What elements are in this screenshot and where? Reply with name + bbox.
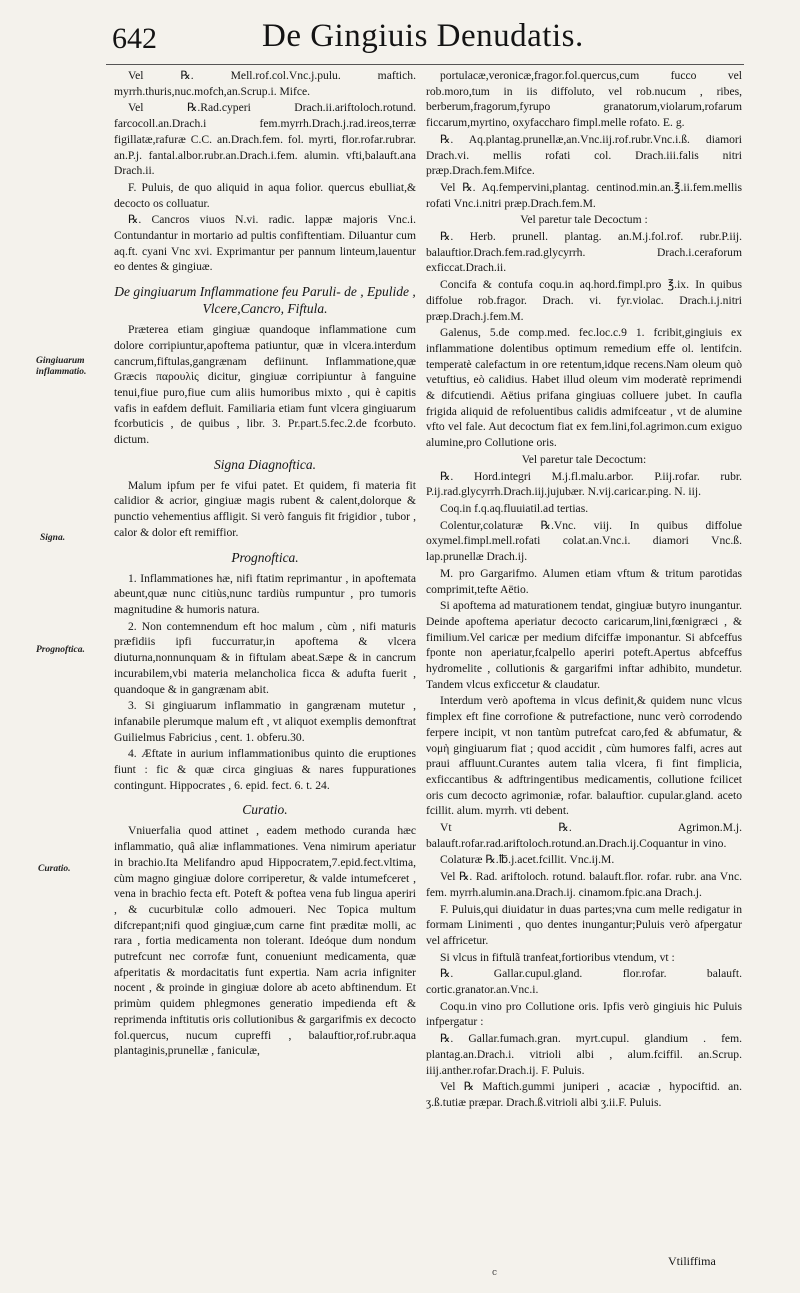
text-paragraph: Galenus, 5.de comp.med. fec.loc.c.9 1. fcribit,gingiuis ex inflammatione dolentibus optimum remedium effe ol. lentifcin. temperatè calefactum in ore retentum,idque recens.Nam oleum quò vetuftius, eò calidius. Habet illud oleum vim moderatè reprimendi & difcutiendi. Aëtius prifana gingiuas colluere jubet. In caufla frigida aliquid de refoluentibus calidis admifceatur , vt de alumine vfto vel fale. Aut decoctum fiat ex fem.lini,fol.agrimon.cum exiguo alumine,pro Collutione oris. (426, 326, 742, 450)
left-column (114, 68, 416, 1060)
curatio-text: Vniuerfalia quod attinet , eadem methodo curanda hæc inflammatio, quâ aliæ inflammationes. Vena nimirum aperiatur in brachio.Ita Melifandro apud Hippocratem,7.epid.fect.vltima, cùm magno gingiuæ dolore corriperetur, & valde intumefceret , vena in brachio fecta eft. Poteft & poftea vena fub lingua aperiri , & cucurbitulæ collo admoueri. Nec Topica multum difcrepant;nifi quod gingiuæ,cum carne fint præditæ molli, ac rara , fortia medicamenta non tolerant. Ideóque dum nondum putrefcunt nec corrofæ funt, conueniunt medicamenta, quæ afperitatis & mordacitatis funt expertia. Nam acria infigniter nocent , & proinde in gingiuæ dolore ab aceto abftinendum. Et primùm quidem phlegmones generatio impedienda eft & reprimenda inftitutis oris collutionibus & gargarifmis ex decocto fol.quercus, nucum cupreffi , balauftior,rof.rubr.aqua plantaginis,prunellæ , faniculæ, (114, 824, 416, 1058)
inflammatio-text: Præterea etiam gingiuæ quandoque inflammatione cum dolore corripiuntur,apoftema patiuntur, quæ in vlcera.interdum cancrum,fiftulas,gangrænam defiinunt. Inflammatione,quæ Græcis παρουλὶς dicitur, gingiuæ corripiuntur à fanguine tenui,fiue puro,fiue cum aliis humoribus mixto , qui è capitis vafis in eafdem defluit. Familiaria etiam funt vlcera gingiuarum fcorbuticis , de quibus , libr. 3. Pr.part.5.fec.2.de fcorbuto. dictum. (114, 323, 416, 447)
text-paragraph: Si apoftema ad maturationem tendat, gingiuæ butyro inungantur. Deinde apoftema aperiatur decocto caricarum,lini,fœnigræci , & fimilium.Vel caricæ per medium difciffæ imponantur. Si abfceffus fponte non aperiatur,fcalpello aperiri poteft.Apertus abfceffus hydromelite , collutionis & gargarifmi inftar adhibito, mundetur. Tandem vlcus exficcetur & claudatur. (426, 599, 742, 691)
signature-mark: c (492, 1268, 498, 1278)
catchword: Vtiliffima (668, 1254, 716, 1268)
recipe-paragraph: F. Puluis, de quo aliquid in aqua folior. quercus ebulliat,& decocto os colluatur. (114, 180, 416, 210)
recipe-paragraph: Vt ℞. Agrimon.M.j. balauft.rofar.rad.ariftoloch.rotund.an.Drach.ij.Coquantur in vino. (426, 821, 742, 850)
recipe-paragraph: Vel ℞.Rad.cyperi Drach.ii.ariftoloch.rotund. farcocoll.an.Drach.i fem.myrrh.Drach.j.rad.ireos,terræ figillatæ,rafuræ C.C. an.Drach.fem. fol. myrti, flor.rofar.rubrar. an.P.j. fantal.albor.rubr.an.Drach.i.fem. alumin. vfti,balauft.ana Drach.ii. (114, 101, 416, 178)
margin-note-inflammatio: Gingiuarum inflammatio. (36, 356, 87, 377)
recipe-paragraph: ℞. Cancros viuos N.vi. radic. lappæ majoris Vnc.i. Contundantur in mortario ad pultis confiftentiam. Diluantur cum aq.ft. cyani Vnc xvi. Exprimantur per pannum linteum,lauentur eo dentes & gingiuæ. (114, 213, 416, 274)
recipe-paragraph: Vel ℞ Maftich.gummi juniperi , acaciæ , hypociftid. an. ʒ.ß.tutiæ præpar. Drach.ß.vitrioli albi ʒ.ii.F. Puluis. (426, 1080, 742, 1109)
recipe-paragraph: ℞. Aq.plantag.prunellæ,an.Vnc.iij.rof.rubr.Vnc.i.ß. diamori Drach.vi. mellis rofati col. Drach.iii.falis nitri præp.Drach.fem.Mifce. (426, 132, 742, 178)
section-heading-inflammatio: De gingiuarum Inflammatione feu Paruli- de , Epulide , Vlcere,Cancro, Fiftula. (114, 284, 416, 317)
margin-note-signa: Signa. (40, 533, 66, 543)
right-column (426, 68, 742, 1112)
prognostica-item: 1. Inflammationes hæ, nifi ftatim reprimantur , in apoftemata abeunt,quæ nunc citiùs,nunc tardiùs rumpuntur , pro tumoris magnitudine & humoris natura. (114, 571, 416, 616)
section-heading-signa: Signa Diagnoftica. (214, 456, 316, 472)
decoctum-heading: Vel paretur tale Decoctum : (520, 213, 648, 227)
running-header (0, 18, 800, 62)
recipe-paragraph: ℞. Gallar.cupul.gland. flor.rofar. balauft. cortic.granator.an.Vnc.i. (426, 967, 742, 997)
recipe-paragraph: Vel ℞. Aq.fempervini,plantag. centinod.min.an.℥.ii.fem.mellis rofati Vnc.i.nitri præp.Drach.fem.M. (426, 180, 742, 210)
text-paragraph: Coqu.in vino pro Collutione oris. Ipfis verò gingiuis hic Puluis infpergatur : (426, 999, 742, 1029)
text-paragraph: Si vlcus in fiftulã tranfeat,fortioribus vtendum, vt : (440, 950, 675, 964)
margin-note-curatio: Curatio. (38, 864, 71, 874)
recipe-paragraph: Vel ℞. Rad. ariftoloch. rotund. balauft.flor. rofar. rubr. ana Vnc. fem. myrrh.alumin.ana.Drach.ij. cinamom.fpic.ana Drach.j. (426, 870, 742, 899)
prognostica-item: 3. Si gingiuarum inflammatio in gangrænam mutetur , infanabile plerumque malum eft , vt aliquot exemplis demonftrat Guilielmus Fabricius , cent. 1. obferu.30. (114, 699, 416, 744)
header-rule (106, 64, 744, 65)
running-title: De Gingiuis Denudatis. (262, 18, 584, 54)
text-paragraph: Concifa & contufa coqu.in aq.hord.fimpl.pro ℥.ix. In quibus diffolue rob.fragor. Drach. vi. fyr.violac. Drach.i.j.nitri præp.Drach.j.fem.M. (426, 278, 742, 323)
text-paragraph: Coq.in f.q.aq.fluuiatil.ad tertias. (440, 501, 589, 515)
text-paragraph: Interdum verò apoftema in vlcus definit,& quidem nunc vlcus fimplex eft fine corrofione & putrefactione, nunc verò corrodendo ferpere incipit, vt non tantùm putrefcat caro,fed & abfumatur, & νομὴ gingiuarum fiat ; quod accidit , cùm humores falfi, acres aut praui affluunt.Curantes autem talia vlcera, fi fint fimplicia, exficcantibus & adftringentibus medicamentis, collutione fcilicet oris cum decocto agrimoniæ, rofar. balauftior. cupular.gland. aceto fcillit. alum. myrrh. vti debent. (426, 694, 742, 818)
section-heading-curatio: Curatio. (242, 802, 288, 818)
text-paragraph: M. pro Gargarifmo. Alumen etiam vftum & tritum parotidas comprimit,tefte Aëtio. (426, 566, 742, 596)
section-heading-prognostica: Prognoftica. (231, 549, 299, 565)
prognostica-item: 4. Æftate in aurium inflammationibus quinto die eruptiones fiunt : fic & quæ circa gingiuas & nares fuppurationes contingunt. Hippocrates , 6. epid. fect. 6. t. 24. (114, 747, 416, 792)
decoctum-heading: Vel paretur tale Decoctum: (521, 452, 647, 466)
margin-note-prognostica: Prognoftica. (36, 645, 85, 655)
text-paragraph: Colentur,colaturæ ℞.Vnc. viij. In quibus diffolue oxymel.fimpl.mell.rofati colat.an.Vnc.i. diamori Vnc.ß. lap.prunellæ Drach.ij. (426, 518, 742, 564)
recipe-paragraph: ℞. Hord.integri M.j.fl.malu.arbor. P.iij.rofar. rubr. P.ij.rad.glycyrrh.Drach.iij.jujubær. N.vij.caricar.ping. N. iij. (426, 469, 742, 499)
recipe-paragraph: ℞. Herb. prunell. plantag. an.M.j.fol.rof. rubr.P.iij. balauftior.Drach.fem.rad.glycyrrh. Drach.i.ceraforum exficcat.Drach.ii. (426, 230, 742, 275)
page-number: 642 (112, 22, 157, 55)
signa-text: Malum ipfum per fe vifui patet. Et quidem, fi materia fit calidior & acrior, gingiuæ magis rubent & calent,dolorque & punctio vehementius affligit. Si verò fanguis fit frigidior , tubor , calor & dolor eft remiffior. (114, 478, 416, 539)
text-paragraph: Colaturæ ℞.℔.j.acet.fcillit. Vnc.ij.M. (440, 853, 615, 867)
text-paragraph: portulacæ,veronicæ,fragor.fol.quercus,cum fucco vel rob.moro,tum in iis diffoluto, vel rob.nucum , ribes, berberum,fragorum,fyrupo granatorum,violarum,rofarum ficcarum,myrtino, oxyfaccharo fimpl.melle rofato. E. g. (426, 69, 742, 130)
recipe-paragraph: ℞. Gallar.fumach.gran. myrt.cupul. glandium . fem. plantag.an.Drach.i. vitrioli albi , alum.fciffil. an.Scrup. iiij.anther.rofar.Drach.ij. F. Puluis. (426, 1032, 742, 1077)
text-paragraph: F. Puluis,qui diuidatur in duas partes;vna cum melle redigatur in formam Linimenti , quo dentes inungantur;Puluis verò afpergatur vel affricetur. (426, 902, 742, 947)
prognostica-item: 2. Non contemnendum eft hoc malum , cùm , nifi maturis præfidiis ipfi fuccurratur,in apoftema & vlcera diuturna,nonnunquam & in fiftulam abeat.Sæpe & in cancrum incurabilem,vbi materia melancholica ficca & adufta fuerit , quandoque & in gangrænam abit. (114, 619, 416, 696)
recipe-paragraph: Vel ℞. Mell.rof.col.Vnc.j.pulu. maftich. myrrh.thuris,nuc.mofch,an.Scrup.i. Mifce. (114, 69, 416, 98)
